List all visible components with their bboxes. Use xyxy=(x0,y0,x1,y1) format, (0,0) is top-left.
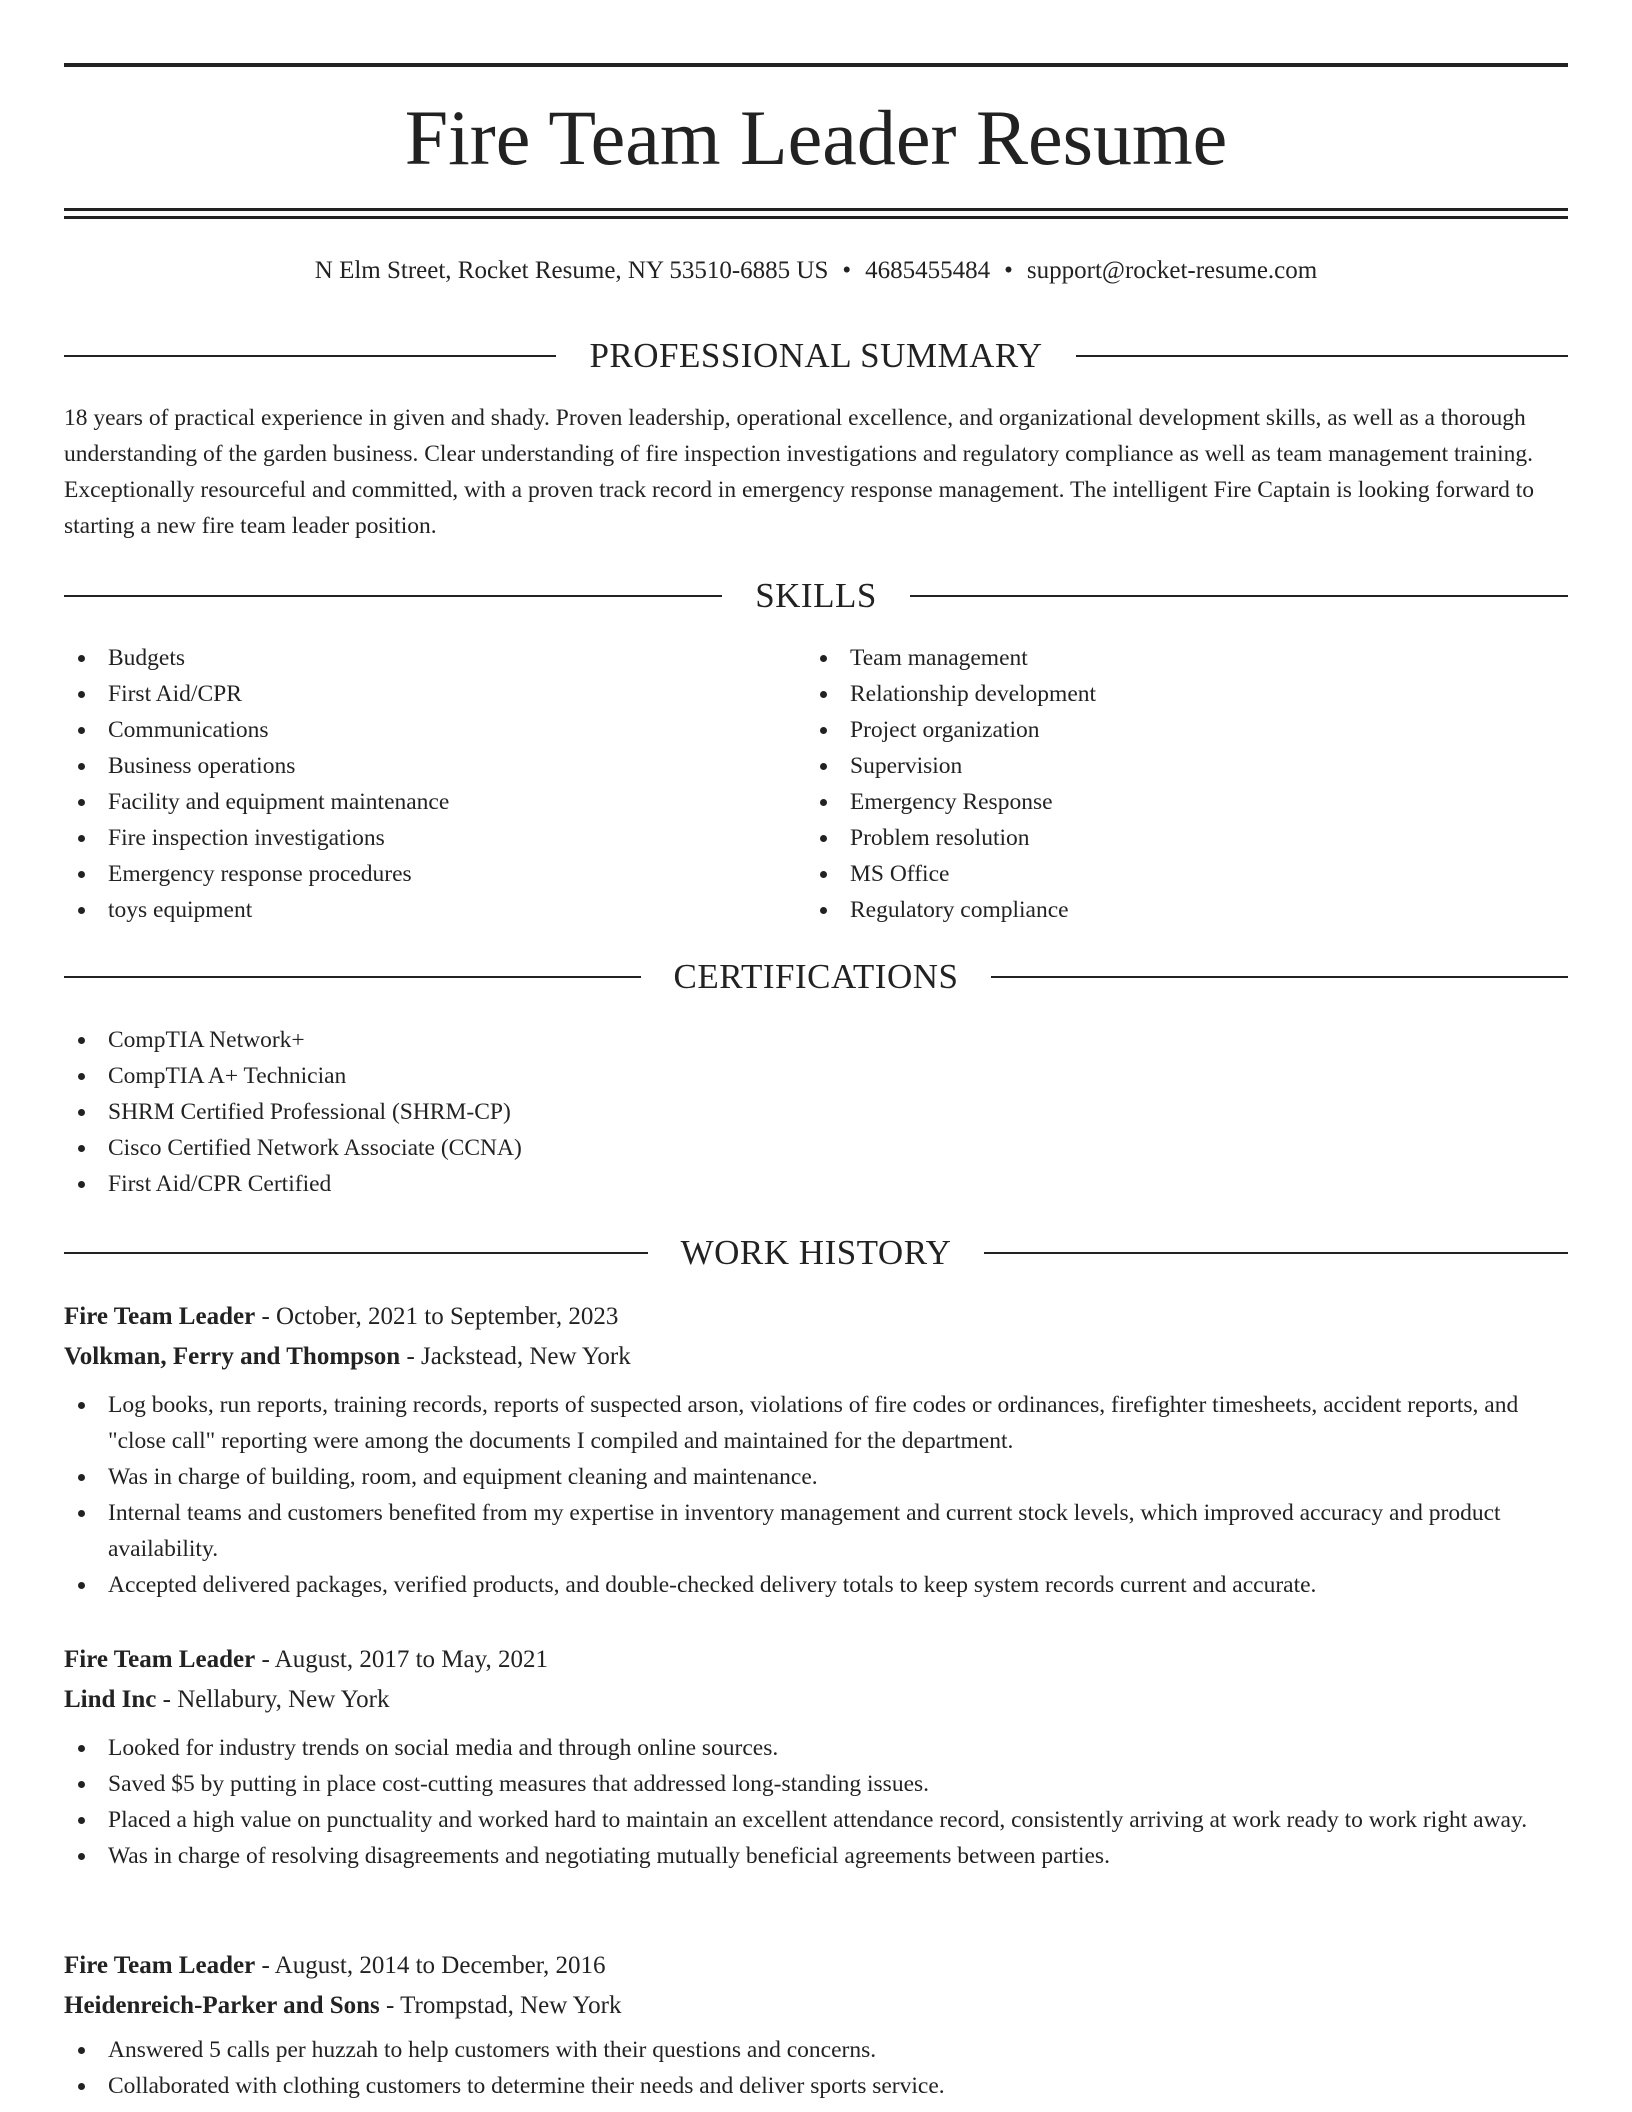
skill-item: Emergency Response xyxy=(806,784,1546,820)
job-title-line xyxy=(64,1640,1568,1680)
job-duty: Internal teams and customers benefited from my expertise in inventory management and current stock levels, which improved accuracy and product availability. xyxy=(64,1495,1568,1567)
certification-item: CompTIA Network+ xyxy=(64,1022,1568,1058)
contact-separator: • xyxy=(842,257,852,284)
job-duty: Collaborated with clothing customers to determine their needs and deliver sports service. xyxy=(64,2068,1568,2104)
summary-text: 18 years of practical experience in given and shady. Proven leadership, operational excellence, and organizational development skills, as well as a thorough understanding of the garden business. Clear understanding of fire inspection investigations and regulatory compliance as well as team management training. Exceptionally resourceful and committed, with a proven track record in emergency response management. The intelligent Fire Captain is looking forward to starting a new fire team leader position. xyxy=(64,405,1535,539)
job-dates: - August, 2017 to May, 2021 xyxy=(255,1646,549,1673)
certifications-heading-label: CERTIFICATIONS xyxy=(673,957,959,996)
certification-item: First Aid/CPR Certified xyxy=(64,1166,1568,1202)
job-duty: Saved $5 by putting in place cost-cutting measures that addressed long-standing issues. xyxy=(64,1766,1568,1802)
skill-item: Regulatory compliance xyxy=(806,892,1546,928)
skill-item: Fire inspection investigations xyxy=(64,820,804,856)
certification-item: SHRM Certified Professional (SHRM-CP) xyxy=(64,1094,1568,1130)
job-duty: Was in charge of resolving disagreements and negotiating mutually beneficial agreements between parties. xyxy=(64,1838,1568,1874)
heading-rule-right xyxy=(1076,355,1568,357)
certification-item: Cisco Certified Network Associate (CCNA) xyxy=(64,1130,1568,1166)
skills-list-right xyxy=(806,640,1546,928)
job-location: - Trompstad, New York xyxy=(379,1992,622,2019)
skill-item: Supervision xyxy=(806,748,1546,784)
job-entry xyxy=(64,1946,1568,2104)
job-company: Heidenreich-Parker and Sons xyxy=(64,1992,380,2019)
job-duties-list xyxy=(64,1387,1568,1603)
skill-item: First Aid/CPR xyxy=(64,676,804,712)
heading-rule-right xyxy=(984,1252,1568,1254)
header-double-rule-lower xyxy=(64,216,1568,219)
certifications-list xyxy=(64,1022,1568,1202)
contact-phone: 4685455484 xyxy=(865,257,991,284)
job-company: Lind Inc xyxy=(64,1686,157,1713)
job-title: Fire Team Leader xyxy=(64,1646,256,1673)
job-company-line xyxy=(64,1337,1568,1377)
certification-item: CompTIA A+ Technician xyxy=(64,1058,1568,1094)
job-location: - Nellabury, New York xyxy=(156,1686,390,1713)
job-company: Volkman, Ferry and Thompson xyxy=(64,1343,401,1370)
job-entry xyxy=(64,1640,1568,1874)
heading-rule-left xyxy=(64,1252,648,1254)
certifications-heading xyxy=(64,955,1568,999)
job-duties-list xyxy=(64,2032,1568,2104)
job-title: Fire Team Leader xyxy=(64,1952,256,1979)
skill-item: Communications xyxy=(64,712,804,748)
job-dates: - August, 2014 to December, 2016 xyxy=(255,1952,606,1979)
job-duty: Placed a high value on punctuality and worked hard to maintain an excellent attendance record, consistently arriving at work ready to work right away. xyxy=(64,1802,1568,1838)
job-title-line xyxy=(64,1946,1568,1986)
heading-rule-left xyxy=(64,976,641,978)
job-duty: Looked for industry trends on social media and through online sources. xyxy=(64,1730,1568,1766)
contact-email: support@rocket-resume.com xyxy=(1026,257,1318,284)
skill-item: Business operations xyxy=(64,748,804,784)
work-history-heading-label: WORK HISTORY xyxy=(680,1233,952,1272)
job-duty: Log books, run reports, training records, reports of suspected arson, violations of fire codes or ordinances, firefighter timesheets, accident reports, and "close call" reporting were among the documents I compiled and maintained for the department. xyxy=(64,1387,1568,1459)
job-duty: Accepted delivered packages, verified products, and double-checked delivery totals to keep system records current and accurate. xyxy=(64,1567,1568,1603)
job-duties-list xyxy=(64,1730,1568,1874)
skill-item: Facility and equipment maintenance xyxy=(64,784,804,820)
heading-rule-left xyxy=(64,595,722,597)
heading-rule-left xyxy=(64,355,556,357)
header-double-rule-upper xyxy=(64,208,1568,211)
skill-item: Project organization xyxy=(806,712,1546,748)
job-company-line xyxy=(64,1986,1568,2026)
summary-heading-label: PROFESSIONAL SUMMARY xyxy=(589,336,1043,375)
job-duty: Answered 5 calls per huzzah to help customers with their questions and concerns. xyxy=(64,2032,1568,2068)
skill-item: MS Office xyxy=(806,856,1546,892)
page-title: Fire Team Leader Resume xyxy=(404,94,1228,181)
skill-item: Emergency response procedures xyxy=(64,856,804,892)
job-title: Fire Team Leader xyxy=(64,1303,256,1330)
contact-address: N Elm Street, Rocket Resume, NY 53510-6885 US xyxy=(314,257,829,284)
skills-list-left xyxy=(64,640,804,928)
skills-heading-label: SKILLS xyxy=(755,576,877,615)
job-location: - Jackstead, New York xyxy=(400,1343,631,1370)
job-company-line xyxy=(64,1680,1568,1720)
skills-heading xyxy=(64,574,1568,618)
header-top-rule xyxy=(64,63,1568,67)
job-entry xyxy=(64,1297,1568,1603)
skill-item: toys equipment xyxy=(64,892,804,928)
job-dates: - October, 2021 to September, 2023 xyxy=(255,1303,619,1330)
heading-rule-right xyxy=(991,976,1568,978)
skill-item: Budgets xyxy=(64,640,804,676)
contact-line xyxy=(64,254,1568,288)
job-duty: Was in charge of building, room, and equipment cleaning and maintenance. xyxy=(64,1459,1568,1495)
heading-rule-right xyxy=(910,595,1568,597)
work-history-heading xyxy=(64,1231,1568,1275)
summary-heading xyxy=(64,334,1568,378)
job-title-line xyxy=(64,1297,1568,1337)
skill-item: Relationship development xyxy=(806,676,1546,712)
contact-separator: • xyxy=(1004,257,1013,284)
skill-item: Team management xyxy=(806,640,1546,676)
skill-item: Problem resolution xyxy=(806,820,1546,856)
